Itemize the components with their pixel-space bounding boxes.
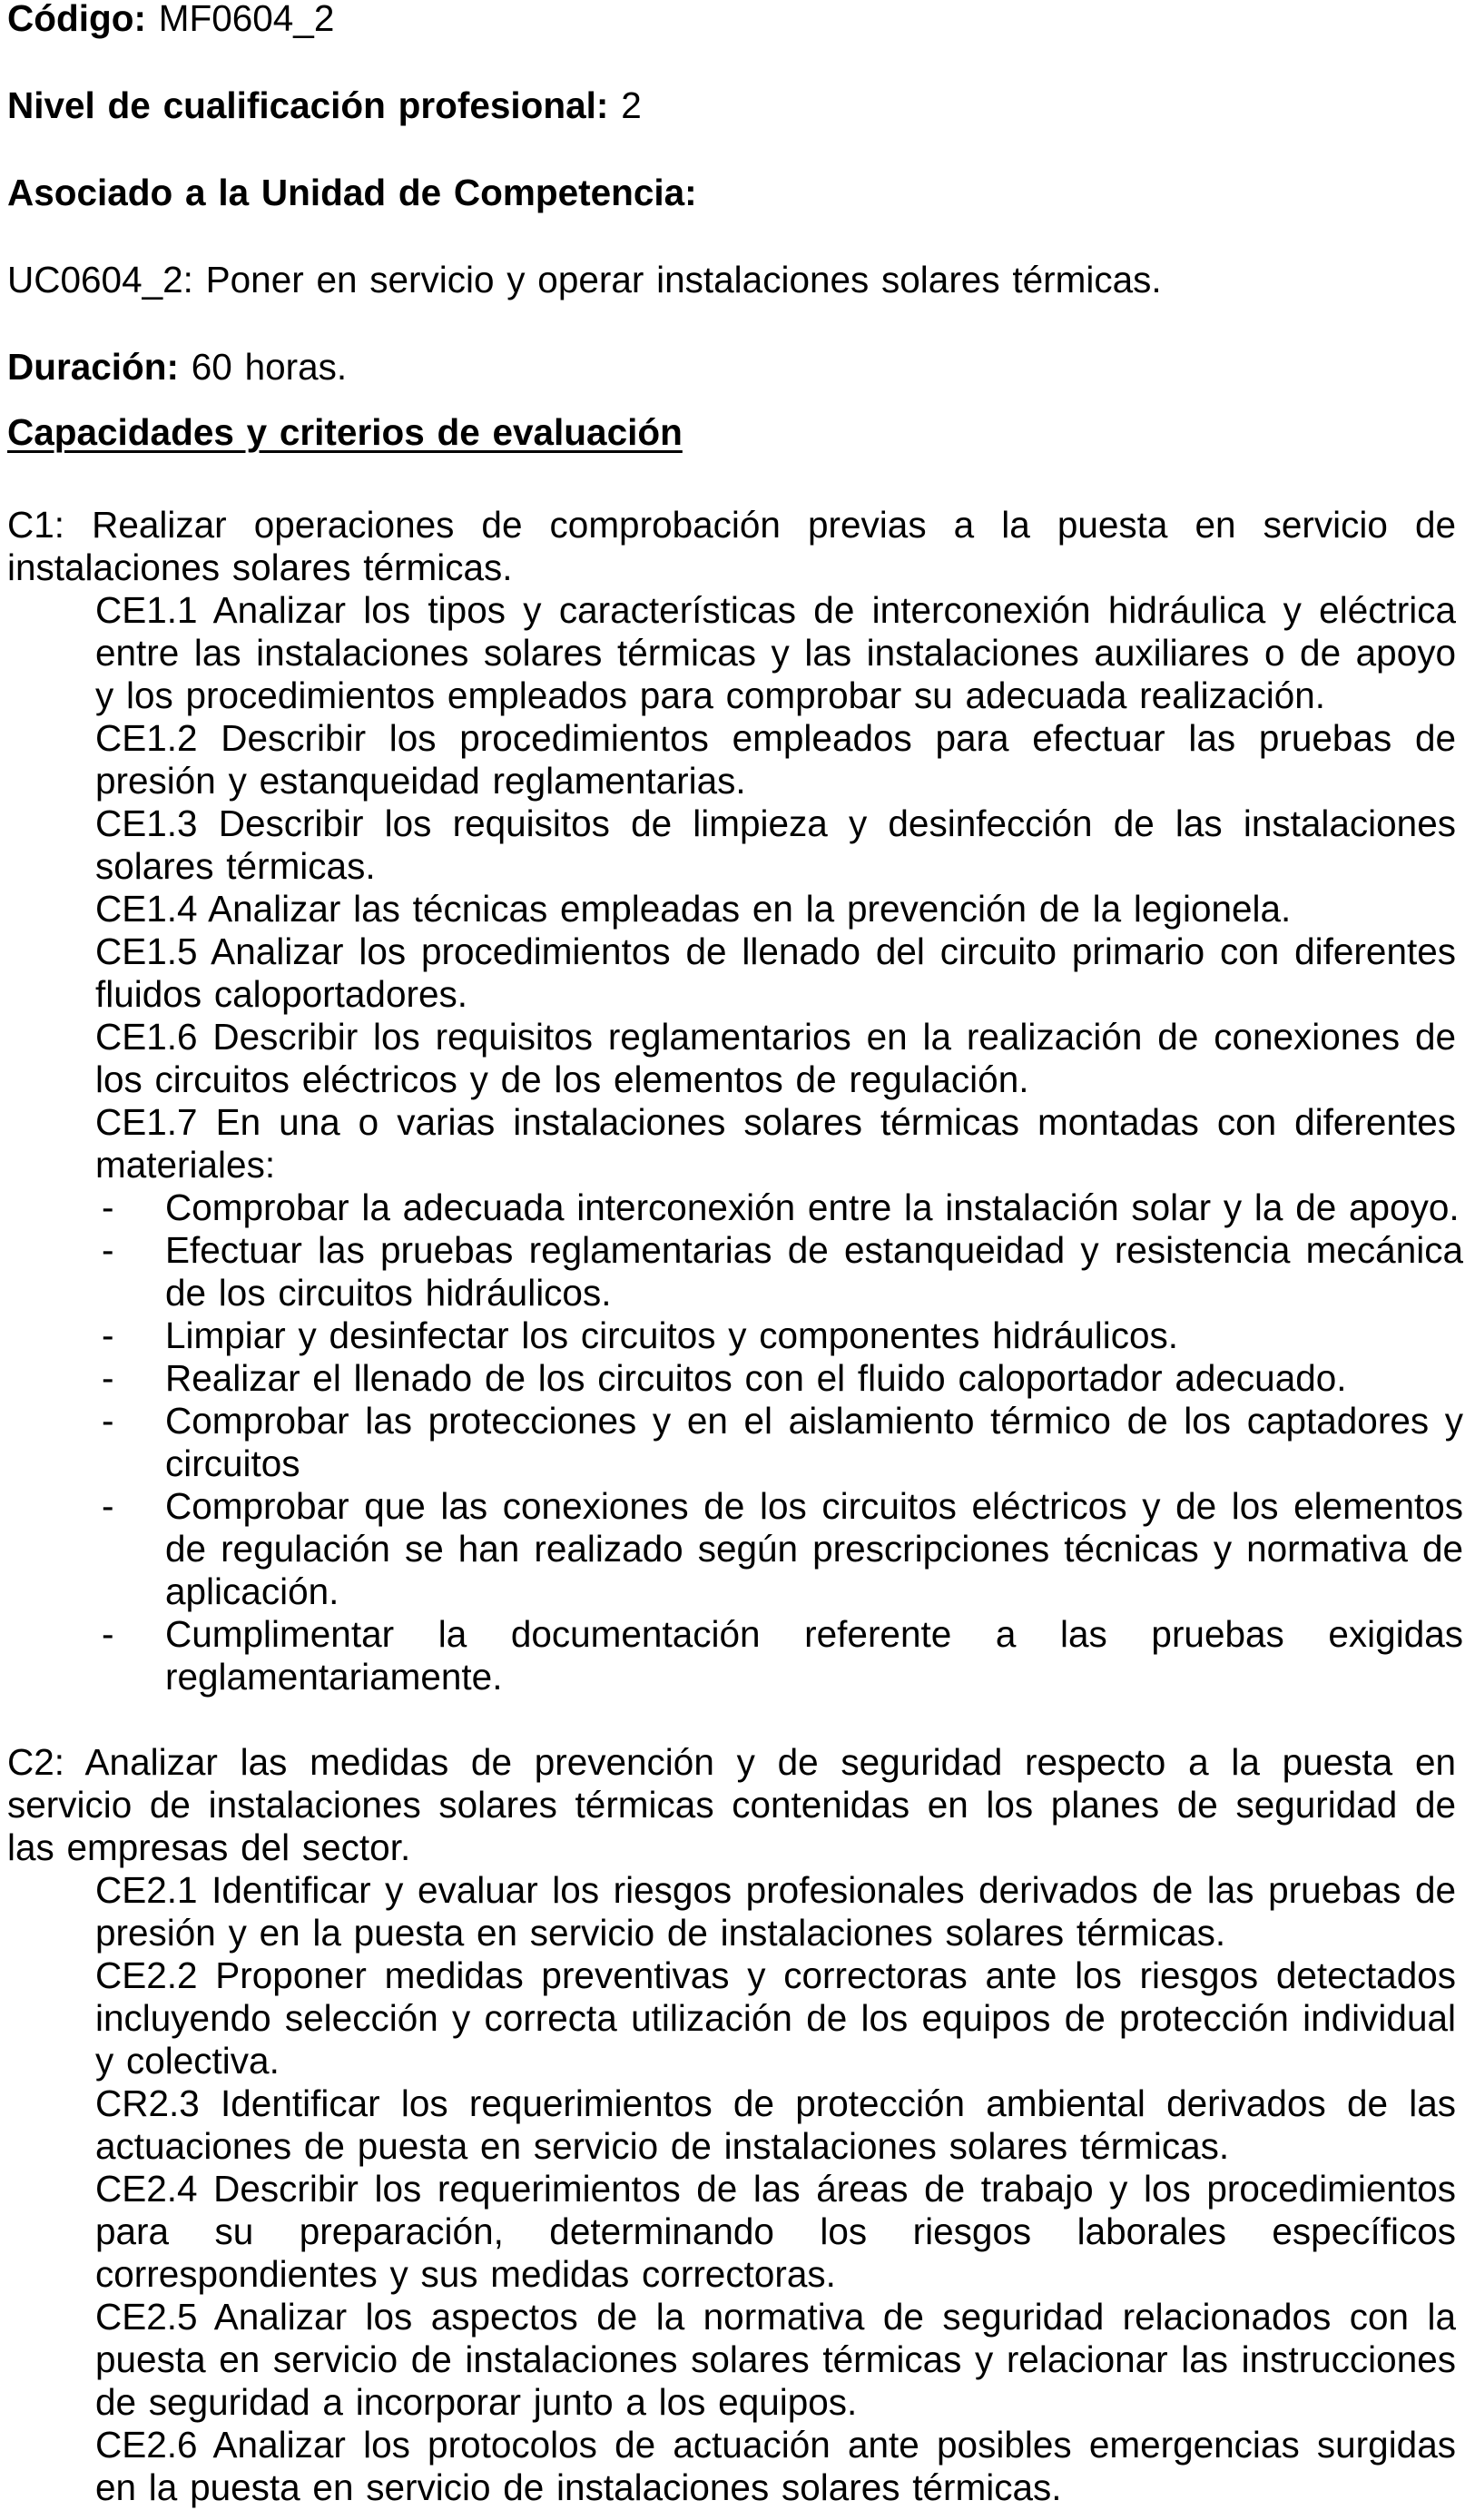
evaluation-criterion: CE2.6 Analizar los protocolos de actuación ante posibles emergencias surgidas en la puesta en servicio de instalaciones solares térmicas. (95, 2424, 1456, 2508)
evaluation-criterion: CE1.6 Describir los requisitos reglamentarios en la realización de conexiones de los circuitos eléctricos y de los elementos de regulación. (95, 1016, 1456, 1100)
capacity-c2-intro: C2: Analizar las medidas de prevención y de seguridad respecto a la puesta en servicio de instalaciones solares térmicas contenidas en los planes de seguridad de las empresas del sector. (7, 1741, 1456, 1868)
dash-bullet: - (102, 1357, 114, 1399)
dash-bullet: - (102, 1485, 114, 1527)
subtask-item: - Cumplimentar la documentación referente a las pruebas exigidas reglamentariamente. (102, 1613, 1463, 1698)
evaluation-criterion: CE1.2 Describir los procedimientos empleados para efectuar las pruebas de presión y estanqueidad reglamentarias. (95, 717, 1456, 802)
capacity-c1-intro: C1: Realizar operaciones de comprobación previas a la puesta en servicio de instalaciones solares térmicas. (7, 504, 1456, 588)
c1-criteria-list (7, 589, 1456, 1186)
evaluation-criterion: CE2.4 Describir los requerimientos de las áreas de trabajo y los procedimientos para su preparación, determinando los riesgos laborales específicos correspondientes y sus medidas correctoras. (95, 2168, 1456, 2295)
section-heading-text: Capacidades y criterios de evaluación (7, 411, 683, 453)
evaluation-criterion: CR2.3 Identificar los requerimientos de protección ambiental derivados de las actuaciones de puesta en servicio de instalaciones solares térmicas. (95, 2082, 1456, 2167)
subtask-item: - Limpiar y desinfectar los circuitos y componentes hidráulicos. (102, 1314, 1178, 1356)
evaluation-criterion: CE2.5 Analizar los aspectos de la normativa de seguridad relacionados con la puesta en servicio de instalaciones solares térmicas y relacionar las instrucciones de seguridad a incorporar junto a los equipos. (95, 2296, 1456, 2423)
c1-subtask-list (7, 1186, 1463, 1698)
subtask-item: - Realizar el llenado de los circuitos con el fluido caloportador adecuado. (102, 1357, 1347, 1399)
subtask-item: - Comprobar la adecuada interconexión entre la instalación solar y la de apoyo. (102, 1186, 1460, 1228)
codigo-label: Código: (7, 0, 146, 39)
section-heading (7, 411, 1456, 454)
nivel-field (7, 84, 1456, 127)
uc-line: UC0604_2: Poner en servicio y operar instalaciones solares térmicas. (7, 259, 1162, 300)
evaluation-criterion: CE1.3 Describir los requisitos de limpieza y desinfección de las instalaciones solares térmicas. (95, 802, 1456, 887)
evaluation-criterion: CE2.1 Identificar y evaluar los riesgos profesionales derivados de las pruebas de presión y en la puesta en servicio de instalaciones solares térmicas. (95, 1869, 1456, 1954)
nivel-label: Nivel de cualificación profesional: (7, 84, 609, 126)
dash-bullet: - (102, 1186, 114, 1228)
subtask-item: - Comprobar las protecciones y en el aislamiento térmico de los captadores y circuitos (102, 1400, 1463, 1484)
duracion-field (7, 346, 1456, 389)
dash-bullet: - (102, 1613, 114, 1655)
evaluation-criterion: CE1.1 Analizar los tipos y características de interconexión hidráulica y eléctrica entre las instalaciones solares térmicas y las instalaciones auxiliares o de apoyo y los procedimientos empleados para comprobar su adecuada realización. (95, 589, 1456, 716)
nivel-value: 2 (621, 84, 642, 126)
subtask-item: - Efectuar las pruebas reglamentarias de estanqueidad y resistencia mecánica de los circuitos hidráulicos. (102, 1229, 1463, 1314)
codigo-field (7, 0, 1456, 40)
c2-criteria-list (7, 1869, 1456, 2509)
asociado-label: Asociado a la Unidad de Competencia: (7, 172, 697, 213)
evaluation-criterion: CE1.5 Analizar los procedimientos de llenado del circuito primario con diferentes fluidos caloportadores. (95, 930, 1456, 1015)
duracion-label: Duración: (7, 346, 180, 388)
evaluation-criterion: CE1.4 Analizar las técnicas empleadas en la prevención de la legionela. (95, 888, 1292, 930)
duracion-value: 60 horas. (191, 346, 348, 388)
dash-bullet: - (102, 1314, 114, 1356)
codigo-value: MF0604_2 (158, 0, 335, 39)
asociado-field (7, 172, 1456, 214)
evaluation-criterion: CE1.7 En una o varias instalaciones solares térmicas montadas con diferentes materiales: (95, 1101, 1456, 1186)
dash-bullet: - (102, 1229, 114, 1271)
dash-bullet: - (102, 1400, 114, 1442)
subtask-item: - Comprobar que las conexiones de los circuitos eléctricos y de los elementos de regulación se han realizado según prescripciones técnicas y normativa de aplicación. (102, 1485, 1463, 1612)
evaluation-criterion: CE2.2 Proponer medidas preventivas y correctoras ante los riesgos detectados incluyendo selección y correcta utilización de los equipos de protección individual y colectiva. (95, 1954, 1456, 2082)
